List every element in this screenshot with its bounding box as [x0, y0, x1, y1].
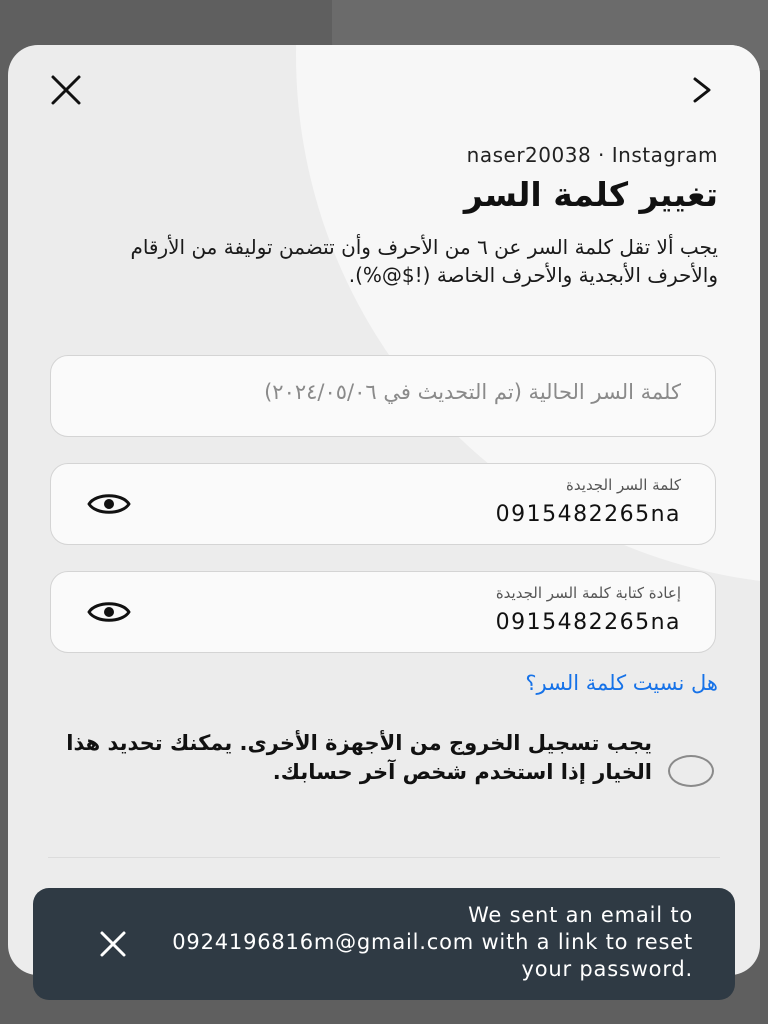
- email-sent-toast: [33, 888, 735, 1000]
- confirm-password-label: إعادة كتابة كلمة السر الجديدة: [495, 584, 681, 602]
- eye-icon: [86, 489, 132, 519]
- chevron-right-icon: [689, 75, 715, 105]
- logout-other-devices-label: يجب تسجيل الخروج من الأجهزة الأخرى. يمكنك تحديد هذا الخيار إذا استخدم شخص آخر حسابك.: [66, 731, 652, 784]
- new-password-value[interactable]: 0915482265na: [495, 502, 681, 527]
- account-line: naser20038 · Instagram: [466, 143, 718, 167]
- new-password-visibility-toggle[interactable]: [85, 486, 133, 522]
- divider: [48, 857, 720, 858]
- confirm-password-visibility-toggle[interactable]: [85, 594, 133, 630]
- current-password-placeholder: كلمة السر الحالية (تم التحديث في ٢٠٢٤/٠٥/٠٦): [264, 380, 681, 404]
- confirm-password-value[interactable]: 0915482265na: [495, 610, 681, 635]
- close-icon: [97, 928, 129, 960]
- forgot-password-link[interactable]: هل نسيت كلمة السر؟: [525, 671, 718, 695]
- logout-other-devices-radio[interactable]: [668, 755, 714, 787]
- toast-close-button[interactable]: [93, 924, 133, 964]
- forward-button[interactable]: [682, 70, 722, 110]
- confirm-password-field[interactable]: [50, 571, 716, 653]
- page-title: تغيير كلمة السر: [463, 175, 718, 214]
- eye-icon: [86, 597, 132, 627]
- close-icon: [49, 73, 83, 107]
- toast-message: We sent an email to 0924196816m@gmail.com with a link to reset your password.: [172, 903, 693, 981]
- change-password-sheet: [8, 45, 760, 975]
- current-password-field[interactable]: [50, 355, 716, 437]
- password-requirements: يجب ألا تقل كلمة السر عن ٦ من الأحرف وأن تتضمن توليفة من الأرقام والأحرف الأبجدية والأحرف الخاصة (!$@%).: [130, 235, 718, 287]
- new-password-field[interactable]: [50, 463, 716, 545]
- close-button[interactable]: [46, 70, 86, 110]
- new-password-label: كلمة السر الجديدة: [566, 476, 681, 494]
